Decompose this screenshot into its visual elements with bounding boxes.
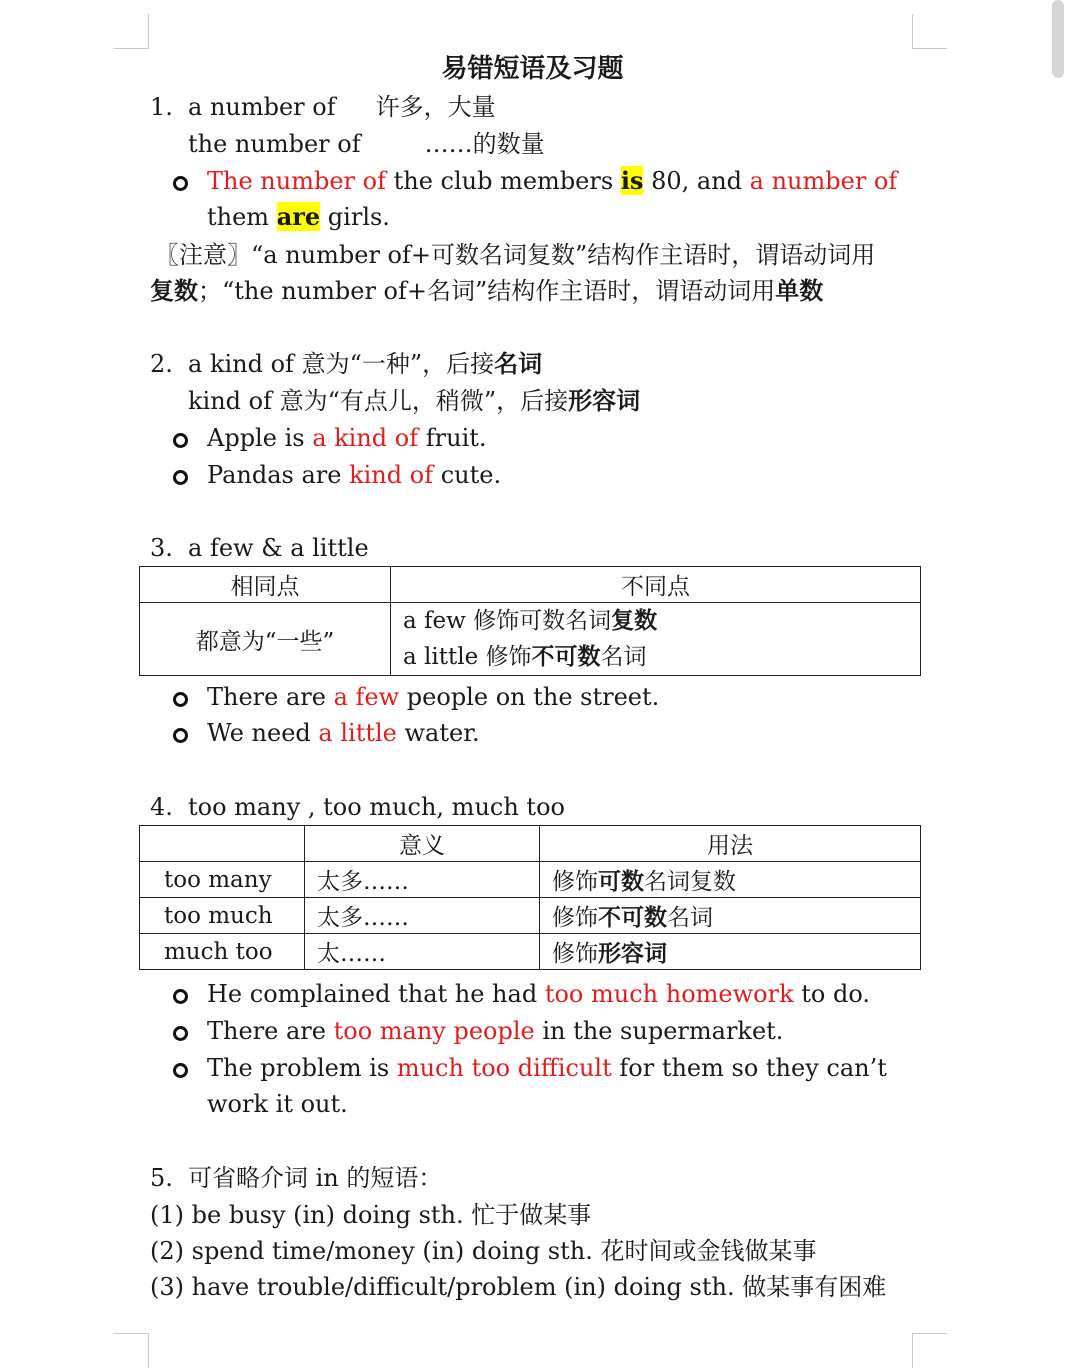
s4-meaning: 太…… [305, 934, 540, 970]
s1-note-line1: 〖注意〗“a number of+可数名词复数”结构作主语时，谓语动词用 [155, 241, 876, 269]
s3-d1-text: a few 修饰可数名词 [403, 608, 612, 634]
s4-ex3-end: for them so they can’t [611, 1054, 887, 1082]
s4-word: too many [140, 862, 305, 898]
s3-d1-bold: 复数 [611, 607, 658, 634]
bullet-icon [173, 728, 188, 743]
s3-diff-line2 [403, 639, 908, 675]
s3-ex2-text: We need [207, 719, 319, 747]
s3-d2-end: 名词 [600, 644, 647, 670]
s4-ex2-red: too many people [333, 1017, 535, 1045]
s4-heading [150, 790, 565, 824]
s4-number: 4. [150, 793, 173, 821]
s3-ex1-end: people on the street. [399, 683, 660, 711]
table-row [140, 898, 921, 934]
s1-note-text: ；“the number of+名词”结构作主语时，谓语动词用 [198, 277, 776, 305]
list-item: (1) be busy (in) doing sth. 忙于做某事 [150, 1201, 592, 1229]
s3-table [139, 566, 921, 676]
s4-example1 [207, 977, 870, 1011]
table-row [140, 862, 921, 898]
s2-ex1-text: Apple is [207, 424, 313, 452]
s2-bold1: 名词 [494, 349, 543, 378]
s4-usage-c: 名词 [667, 905, 713, 931]
s4-ex3-text: The problem is [207, 1054, 397, 1082]
s2-ex2-text: Pandas are [207, 461, 350, 489]
s4-th-usage: 用法 [540, 826, 921, 862]
s1-line2 [188, 127, 545, 161]
bullet-icon [173, 1026, 188, 1041]
s2-bold2: 形容词 [568, 386, 641, 415]
s4-usage [540, 862, 921, 898]
s4-usage-c: 名词复数 [644, 869, 736, 895]
s4-word: much too [140, 934, 305, 970]
s2-line2 [188, 384, 640, 418]
s4-usage-bold: 不可数 [598, 904, 667, 931]
s1-ex-highlight-are: are [276, 202, 321, 231]
s1-example-line2 [207, 200, 390, 234]
bullet-icon [173, 176, 188, 191]
bullet-icon [173, 433, 188, 448]
s4-word: too much [140, 898, 305, 934]
s4-th-empty [140, 826, 305, 862]
bullet-icon [173, 1063, 188, 1078]
s2-example2 [207, 458, 501, 492]
s4-usage [540, 898, 921, 934]
s3-diff-cell [391, 603, 921, 676]
s4-meaning: 太多…… [305, 898, 540, 934]
s2-ex2-end: cute. [433, 461, 502, 489]
crop-mark-top-left [114, 14, 149, 49]
s3-ex1-red: a few [333, 683, 400, 711]
s5-heading [150, 1161, 442, 1195]
s4-table [139, 825, 921, 970]
s4-usage-a: 修饰 [552, 905, 598, 931]
s4-ex2-text: There are [207, 1017, 334, 1045]
s2-line1 [150, 347, 542, 381]
s4-ex1-text: He complained that he had [207, 980, 545, 1008]
s3-th-same: 相同点 [140, 567, 391, 603]
s4-usage-a: 修饰 [552, 941, 598, 967]
s2-text2: kind of 意为“有点儿，稍微”，后接 [188, 387, 569, 415]
bullet-icon [173, 692, 188, 707]
s4-example3-cont: work it out. [207, 1090, 348, 1118]
s4-example2 [207, 1014, 783, 1048]
s1-phrase2: the number of [188, 130, 361, 158]
list-item: (2) spend time/money (in) doing sth. 花时间或金钱做某事 [150, 1237, 817, 1265]
s3-th-diff: 不同点 [391, 567, 921, 603]
crop-mark-top-right [912, 14, 947, 49]
s2-ex2-red: kind of [349, 461, 434, 489]
s5-number: 5. [150, 1164, 173, 1192]
s3-example1 [207, 680, 659, 714]
crop-mark-bottom-right [912, 1333, 947, 1368]
s4-usage-a: 修饰 [552, 869, 598, 895]
s3-head-text: a few & a little [188, 534, 369, 562]
s3-heading [150, 531, 369, 565]
s4-usage [540, 934, 921, 970]
s1-note-line2 [150, 274, 823, 308]
s1-meaning1: 许多，大量 [375, 93, 496, 121]
s2-text1: a kind of 意为“一种”，后接 [188, 350, 495, 378]
s4-ex1-red: too much homework [544, 980, 794, 1008]
s1-line1 [150, 90, 496, 124]
s4-usage-bold: 形容词 [598, 940, 667, 967]
s1-note-bold2: 单数 [775, 276, 824, 305]
s1-number: 1. [150, 93, 173, 121]
s2-ex1-red: a kind of [312, 424, 419, 452]
s3-example2 [207, 716, 480, 750]
s3-number: 3. [150, 534, 173, 562]
s1-ex-text2: 80, and [643, 167, 750, 195]
s2-ex1-end: fruit. [418, 424, 487, 452]
s1-phrase1: a number of [188, 93, 336, 121]
s1-note-bold1: 复数 [150, 276, 198, 305]
s4-head-text: too many , too much, much too [188, 793, 565, 821]
s3-ex2-red: a little [318, 719, 397, 747]
bullet-icon [173, 989, 188, 1004]
s3-ex2-end: water. [396, 719, 480, 747]
s4-usage-bold: 可数 [598, 868, 644, 895]
s4-ex1-end: to do. [793, 980, 870, 1008]
s3-same-cell: 都意为“一些” [140, 603, 391, 676]
crop-mark-bottom-left [114, 1333, 149, 1368]
s3-diff-line1 [403, 603, 908, 639]
list-item: (3) have trouble/difficult/problem (in) doing sth. 做某事有困难 [150, 1273, 887, 1301]
s4-ex3-red: much too difficult [396, 1054, 612, 1082]
s3-d2-bold: 不可数 [531, 643, 601, 670]
s1-ex-text4: girls. [320, 203, 390, 231]
s4-meaning: 太多…… [305, 862, 540, 898]
s2-number: 2. [150, 350, 173, 378]
s1-ex-text3: them [207, 203, 277, 231]
s1-example-line1 [207, 164, 897, 198]
bullet-icon [173, 470, 188, 485]
s1-ex-text1: the club members [385, 167, 621, 195]
s3-d2-text: a little 修饰 [403, 644, 532, 670]
s4-ex2-end: in the supermarket. [534, 1017, 784, 1045]
s1-ex-highlight-is: is [620, 166, 644, 195]
s5-head-text: 可省略介词 in 的短语： [188, 1164, 443, 1192]
s1-ex-red1: The number of [207, 167, 386, 195]
s4-th-meaning: 意义 [305, 826, 540, 862]
s1-ex-red2: a number of [749, 167, 898, 195]
table-row [140, 934, 921, 970]
s4-example3 [207, 1051, 887, 1085]
s1-meaning2: ……的数量 [424, 130, 545, 158]
page-title: 易错短语及习题 [441, 54, 624, 84]
s3-ex1-text: There are [207, 683, 334, 711]
s2-example1 [207, 421, 487, 455]
